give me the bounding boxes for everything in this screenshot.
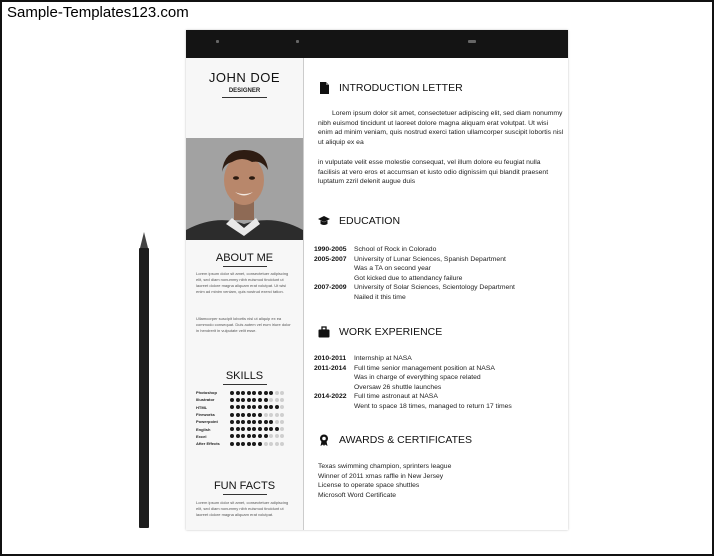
- skill-dot: [252, 427, 256, 431]
- about-text: Lorem ipsum dolor sit amet, consectetuer adipiscing elit, sed diam nonummy nibh euismod tincidunt ut laoreet dolore magna aliquam erat volutpat. Ut wisi enim ad minim veniam, quis nostrud exerci tation.: [196, 271, 289, 294]
- skill-dot: [275, 398, 279, 402]
- timeline-text: School of Rock in Colorado: [354, 246, 437, 253]
- skill-dot: [269, 442, 273, 446]
- skill-label: Photoshop: [196, 390, 217, 396]
- timeline-years: [314, 373, 354, 383]
- resume-name: JOHN DOE: [208, 70, 281, 85]
- skill-row: [196, 389, 296, 396]
- skill-dot: [230, 405, 234, 409]
- skill-dot: [258, 413, 262, 417]
- skill-dot: [241, 398, 245, 402]
- skill-dot: [269, 398, 273, 402]
- profile-photo: [186, 138, 303, 240]
- pencil-tip: [140, 232, 148, 248]
- timeline-row: [314, 264, 564, 274]
- timeline-text: Nailed it this time: [354, 293, 406, 301]
- skill-row: [196, 433, 296, 440]
- timeline-text: Got kicked due to attendancy failure: [354, 274, 463, 282]
- timeline-text: University of Solar Sciences, Scientology Department: [354, 284, 515, 292]
- skill-dot: [236, 427, 240, 431]
- resume-role: DESIGNER: [228, 88, 261, 94]
- skill-rating: [230, 398, 284, 402]
- facts-underline: [223, 494, 267, 495]
- skill-dot: [236, 405, 240, 409]
- top-bar-mark: [296, 40, 299, 43]
- timeline-row: [314, 373, 564, 383]
- timeline-text: Internship at NASA: [354, 355, 412, 362]
- skill-dot: [280, 434, 284, 438]
- skill-dot: [241, 420, 245, 424]
- skill-dot: [264, 420, 268, 424]
- skill-label: Fireworks: [196, 412, 215, 418]
- skill-dot: [236, 434, 240, 438]
- skill-dot: [264, 391, 268, 395]
- skill-dot: [247, 442, 251, 446]
- timeline-text: University of Lunar Sciences, Spanish Department: [354, 255, 506, 263]
- skill-label: HTML: [196, 404, 208, 410]
- education-list: [314, 245, 564, 303]
- timeline-years: 1990-2005: [314, 246, 347, 253]
- skill-dot: [280, 420, 284, 424]
- about-text-2: Ullamcorper suscipit lobortis nisl ut aliquip ex ea commodo consequat. Duis autem vel eum iriure dolor in hendrerit in vulputate velit esse.: [196, 316, 291, 333]
- skill-dot: [247, 413, 251, 417]
- skill-dot: [275, 434, 279, 438]
- timeline-text: Full time astronaut at NASA: [354, 393, 438, 401]
- about-title: ABOUT ME: [215, 252, 274, 264]
- skill-dot: [241, 405, 245, 409]
- timeline-row: [314, 392, 564, 402]
- skill-label: English: [196, 426, 211, 432]
- skill-dot: [252, 420, 256, 424]
- skill-dot: [230, 427, 234, 431]
- skill-dot: [230, 398, 234, 402]
- top-bar-mark: [216, 40, 219, 43]
- skill-dot: [241, 413, 245, 417]
- timeline-years: [314, 264, 354, 274]
- work-list: [314, 354, 564, 412]
- award-item: Winner of 2011 xmas raffle in New Jersey: [318, 472, 444, 480]
- skill-row: [196, 425, 296, 432]
- resume-top-bar: [186, 30, 568, 58]
- skill-label: After Effects: [196, 441, 220, 447]
- skill-label: Illustrator: [196, 397, 215, 403]
- skill-rating: [230, 405, 284, 409]
- skill-dot: [280, 442, 284, 446]
- awards-list: [318, 462, 564, 500]
- document-icon: [318, 82, 330, 94]
- skill-dot: [280, 405, 284, 409]
- skills-list: [196, 389, 296, 447]
- skill-dot: [230, 420, 234, 424]
- skill-dot: [275, 405, 279, 409]
- skill-rating: [230, 427, 284, 431]
- profile-photo-illustration: [186, 138, 303, 240]
- timeline-years: 2007-2009: [314, 284, 347, 292]
- skill-dot: [236, 391, 240, 395]
- skill-dot: [280, 427, 284, 431]
- skill-dot: [252, 434, 256, 438]
- skill-dot: [236, 420, 240, 424]
- timeline-years: [314, 293, 354, 303]
- top-bar-mark: [468, 40, 476, 43]
- skill-dot: [269, 413, 273, 417]
- timeline-row: [314, 283, 564, 293]
- timeline-row: [314, 402, 564, 412]
- skill-dot: [230, 434, 234, 438]
- timeline-row: [314, 274, 564, 284]
- timeline-text: Was a TA on second year: [354, 265, 431, 273]
- skill-rating: [230, 413, 284, 417]
- skill-dot: [275, 442, 279, 446]
- pencil-body: [139, 248, 149, 528]
- role-underline: [222, 97, 267, 98]
- skill-dot: [275, 427, 279, 431]
- skill-dot: [280, 398, 284, 402]
- award-ribbon-icon: [318, 434, 330, 446]
- skill-dot: [252, 391, 256, 395]
- pencil: [138, 232, 150, 528]
- timeline-row: [314, 354, 564, 364]
- skill-rating: [230, 434, 284, 438]
- skill-row: [196, 411, 296, 418]
- about-underline: [223, 266, 267, 267]
- skill-label: Excel: [196, 433, 207, 439]
- skill-dot: [269, 391, 273, 395]
- skill-dot: [264, 413, 268, 417]
- skills-title: SKILLS: [225, 370, 264, 382]
- award-item: License to operate space shuttles: [318, 482, 420, 490]
- skill-dot: [264, 427, 268, 431]
- briefcase-icon: [318, 326, 330, 338]
- skill-row: [196, 418, 296, 425]
- timeline-row: [314, 245, 564, 255]
- facts-title: FUN FACTS: [213, 480, 276, 492]
- skill-dot: [241, 391, 245, 395]
- skill-dot: [236, 398, 240, 402]
- skill-dot: [275, 413, 279, 417]
- skill-dot: [269, 405, 273, 409]
- skill-rating: [230, 442, 284, 446]
- skill-dot: [241, 434, 245, 438]
- skill-dot: [241, 442, 245, 446]
- education-heading: [318, 215, 400, 227]
- skill-dot: [247, 391, 251, 395]
- timeline-text: Went to space 18 times, managed to return 17 times: [354, 402, 512, 410]
- skill-dot: [264, 405, 268, 409]
- awards-title: AWARDS & CERTIFICATES: [339, 434, 473, 446]
- skill-dot: [247, 420, 251, 424]
- skill-dot: [264, 434, 268, 438]
- skill-dot: [258, 405, 262, 409]
- awards-heading: [318, 434, 472, 446]
- skill-dot: [230, 442, 234, 446]
- skill-dot: [264, 442, 268, 446]
- skills-underline: [223, 384, 267, 385]
- skill-dot: [269, 434, 273, 438]
- skill-dot: [230, 413, 234, 417]
- skill-dot: [247, 398, 251, 402]
- timeline-years: [314, 402, 354, 412]
- intro-paragraph-1: Lorem ipsum dolor sit amet, consectetuer adipiscing elit, sed diam nonummy nibh euismod tincidunt ut laoreet dolore magna aliquam erat volutpat. Ut wisi enim ad minim veniam, quis nostrud exerci tation ullamcorper suscipit lobortis nisl ut aliquip ex ea: [318, 110, 564, 146]
- skill-dot: [280, 413, 284, 417]
- intro-title: INTRODUCTION LETTER: [339, 82, 463, 94]
- skill-rating: [230, 420, 284, 424]
- timeline-years: [314, 274, 354, 284]
- timeline-years: 2011-2014: [314, 364, 347, 372]
- skill-dot: [258, 420, 262, 424]
- timeline-row: [314, 255, 564, 265]
- work-heading: [318, 326, 442, 338]
- timeline-years: 2014-2022: [314, 393, 347, 401]
- timeline-years: 2010-2011: [314, 355, 347, 362]
- site-watermark: Sample-Templates123.com: [7, 4, 189, 21]
- skill-dot: [252, 413, 256, 417]
- resume-main: [304, 58, 568, 530]
- skill-dot: [258, 398, 262, 402]
- skill-label: Powerpoint: [196, 419, 218, 425]
- skill-dot: [252, 398, 256, 402]
- skill-dot: [258, 427, 262, 431]
- skill-dot: [236, 442, 240, 446]
- skill-dot: [247, 434, 251, 438]
- award-item: Texas swimming champion, sprinters league: [318, 463, 452, 470]
- skill-dot: [275, 391, 279, 395]
- skill-dot: [241, 427, 245, 431]
- resume-sidebar: [186, 58, 303, 530]
- skill-dot: [269, 427, 273, 431]
- skill-dot: [258, 442, 262, 446]
- skill-dot: [247, 405, 251, 409]
- timeline-text: Was in charge of everything space related: [354, 374, 481, 382]
- timeline-text: Full time senior management position at NASA: [354, 364, 495, 372]
- skill-dot: [252, 442, 256, 446]
- award-item: Microsoft Word Certificate: [318, 491, 397, 499]
- intro-heading: [318, 82, 463, 94]
- timeline-years: 2005-2007: [314, 255, 347, 263]
- skill-dot: [280, 391, 284, 395]
- skill-row: [196, 396, 296, 403]
- skill-dot: [269, 420, 273, 424]
- skill-dot: [275, 420, 279, 424]
- skill-dot: [236, 413, 240, 417]
- timeline-row: [314, 383, 564, 393]
- intro-paragraph-2: in vulputate velit esse molestie consequat, vel illum dolore eu feugiat nulla facilisis at vero eros et accumsan et iusto odio dignissim qui blandit praesent luptatum zzril delenit augue duis: [318, 159, 549, 186]
- skill-dot: [258, 391, 262, 395]
- timeline-row: [314, 293, 564, 303]
- resume-sheet: [186, 30, 568, 530]
- skill-dot: [230, 391, 234, 395]
- education-title: EDUCATION: [339, 215, 401, 227]
- timeline-row: [314, 364, 564, 374]
- graduation-cap-icon: [318, 215, 330, 227]
- timeline-years: [314, 383, 354, 393]
- skill-rating: [230, 391, 284, 395]
- skill-dot: [258, 434, 262, 438]
- timeline-text: Oversaw 26 shuttle launches: [354, 383, 442, 391]
- skill-dot: [252, 405, 256, 409]
- skill-row: [196, 440, 296, 447]
- skill-dot: [264, 398, 268, 402]
- work-title: WORK EXPERIENCE: [339, 326, 443, 338]
- facts-text: Lorem ipsum dolor sit amet, consectetuer adipiscing elit, sed diam nonummy nibh euismod tincidunt ut laoreet dolore magna aliquam erat volutpat.: [196, 500, 289, 517]
- skill-row: [196, 404, 296, 411]
- skill-dot: [247, 427, 251, 431]
